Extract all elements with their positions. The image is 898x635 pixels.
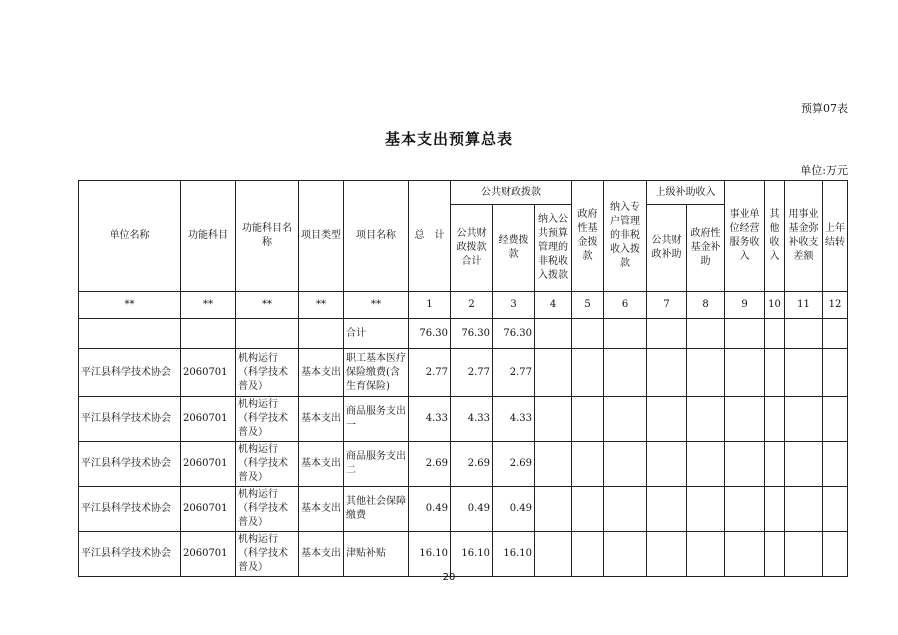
column-number: 12 <box>823 292 848 319</box>
column-number: 1 <box>409 292 451 319</box>
page-number: 20 <box>442 572 456 583</box>
cell-func-name: 机构运行（科学技术普及） <box>236 532 299 577</box>
cell-total: 2.69 <box>409 442 451 487</box>
cell-unit: 平江县科学技术协会 <box>79 397 181 442</box>
cell-pf-funds: 4.33 <box>493 397 535 442</box>
cell-project: 其他社会保障缴费 <box>344 487 409 532</box>
total-row <box>79 319 848 349</box>
column-number-row <box>79 292 848 319</box>
header-gov-fund: 政府性基金拨款 <box>572 181 604 292</box>
cell-pf-total: 4.33 <box>451 397 493 442</box>
header-sub-gov-fund: 政府性基金补助 <box>687 205 725 292</box>
cell-code: 2060701 <box>181 532 236 577</box>
cell-type: 基本支出 <box>299 532 344 577</box>
column-number: ** <box>299 292 344 319</box>
header-project-name: 项目名称 <box>344 181 409 292</box>
cell-total: 0.49 <box>409 487 451 532</box>
cell-code: 2060701 <box>181 442 236 487</box>
column-number: 7 <box>647 292 687 319</box>
column-number: 9 <box>725 292 765 319</box>
cell-unit: 平江县科学技术协会 <box>79 349 181 397</box>
total-value: 76.30 <box>409 319 451 349</box>
header-pf-total: 公共财政拨款合计 <box>451 205 493 292</box>
cell-func-name: 机构运行（科学技术普及） <box>236 349 299 397</box>
cell-pf-funds: 2.69 <box>493 442 535 487</box>
cell-total: 16.10 <box>409 532 451 577</box>
total-pf-funds: 76.30 <box>493 319 535 349</box>
cell-func-name: 机构运行（科学技术普及） <box>236 442 299 487</box>
column-number: ** <box>344 292 409 319</box>
column-number: 5 <box>572 292 604 319</box>
cell-code: 2060701 <box>181 349 236 397</box>
total-pf-total: 76.30 <box>451 319 493 349</box>
cell-unit: 平江县科学技术协会 <box>79 442 181 487</box>
column-number: 11 <box>785 292 823 319</box>
cell-code: 2060701 <box>181 397 236 442</box>
header-fund-balance: 用事业基金弥补收支差额 <box>785 181 823 292</box>
cell-type: 基本支出 <box>299 349 344 397</box>
header-public-finance: 公共财政拨款 <box>451 181 572 205</box>
header-total: 总 计 <box>409 181 451 292</box>
header-func-subject: 功能科目 <box>181 181 236 292</box>
header-other-income: 其他收入 <box>765 181 785 292</box>
budget-table <box>78 180 848 577</box>
cell-func-name: 机构运行（科学技术普及） <box>236 397 299 442</box>
header-func-subject-name: 功能科目名称 <box>236 181 299 292</box>
cell-project: 津贴补贴 <box>344 532 409 577</box>
cell-pf-funds: 2.77 <box>493 349 535 397</box>
cell-pf-total: 2.69 <box>451 442 493 487</box>
cell-pf-total: 0.49 <box>451 487 493 532</box>
column-number: 4 <box>535 292 572 319</box>
header-unit-name: 单位名称 <box>79 181 181 292</box>
cell-code: 2060701 <box>181 487 236 532</box>
table-row <box>79 487 848 532</box>
cell-project: 商品服务支出一 <box>344 397 409 442</box>
header-carryover: 上年结转 <box>823 181 848 292</box>
column-number: 2 <box>451 292 493 319</box>
column-number: 3 <box>493 292 535 319</box>
header-incl-special: 纳入专户管理的非税收入拨款 <box>604 181 647 292</box>
header-pf-funds: 经费拨款 <box>493 205 535 292</box>
cell-type: 基本支出 <box>299 442 344 487</box>
table-row <box>79 397 848 442</box>
header-incl-public: 纳入公共预算管理的非税收入拨款 <box>535 205 572 292</box>
cell-func-name: 机构运行（科学技术普及） <box>236 487 299 532</box>
cell-unit: 平江县科学技术协会 <box>79 487 181 532</box>
cell-pf-total: 16.10 <box>451 532 493 577</box>
cell-type: 基本支出 <box>299 487 344 532</box>
header-business-income: 事业单位经营服务收入 <box>725 181 765 292</box>
header-project-type: 项目类型 <box>299 181 344 292</box>
column-number: 8 <box>687 292 725 319</box>
cell-total: 4.33 <box>409 397 451 442</box>
cell-pf-total: 2.77 <box>451 349 493 397</box>
header-sub-public: 公共财政补助 <box>647 205 687 292</box>
cell-pf-funds: 0.49 <box>493 487 535 532</box>
cell-type: 基本支出 <box>299 397 344 442</box>
cell-total: 2.77 <box>409 349 451 397</box>
cell-unit: 平江县科学技术协会 <box>79 532 181 577</box>
column-number: ** <box>236 292 299 319</box>
form-number: 预算07表 <box>801 102 848 115</box>
total-label: 合计 <box>344 319 409 349</box>
header-superior-subsidy: 上级补助收入 <box>647 181 725 205</box>
table-row <box>79 349 848 397</box>
table-row <box>79 532 848 577</box>
column-number: ** <box>79 292 181 319</box>
page-title: 基本支出预算总表 <box>384 130 513 148</box>
cell-project: 商品服务支出二 <box>344 442 409 487</box>
unit-label: 单位:万元 <box>800 164 848 177</box>
table-row <box>79 442 848 487</box>
column-number: ** <box>181 292 236 319</box>
column-number: 10 <box>765 292 785 319</box>
cell-pf-funds: 16.10 <box>493 532 535 577</box>
column-number: 6 <box>604 292 647 319</box>
cell-project: 职工基本医疗保险缴费(含生育保险) <box>344 349 409 397</box>
